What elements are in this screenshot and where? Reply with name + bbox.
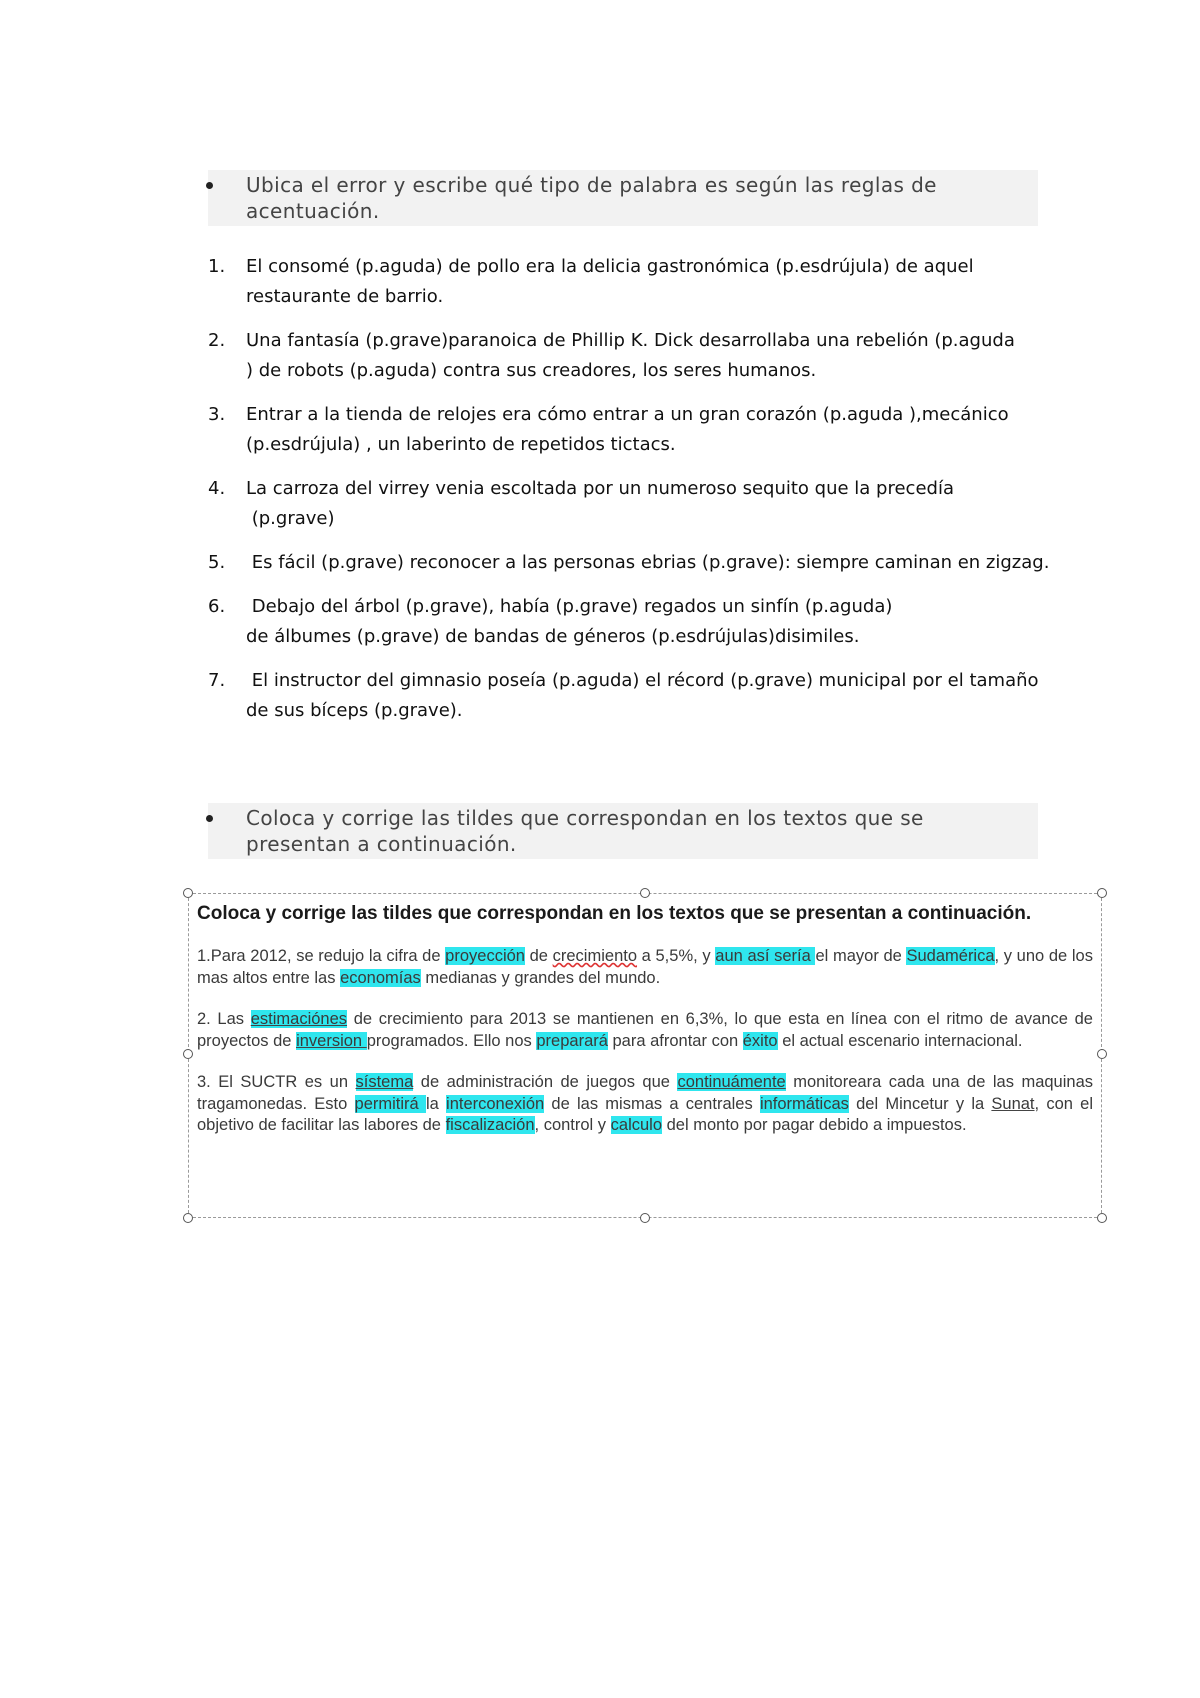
text-run: de crecimiento para 2013 se mantienen en 6,3%, lo que esta en línea con el ritmo de avance de proyectos de <box>197 1010 1093 1050</box>
item-text: Debajo del árbol (p.grave), había (p.grave) regados un sinfín (p.aguda) <box>246 596 893 617</box>
section1-heading-line1: Ubica el error y escribe qué tipo de palabra es según las reglas de <box>246 173 937 197</box>
list-item <box>208 666 1048 726</box>
item-text: El instructor del gimnasio poseía (p.aguda) el récord (p.grave) municipal por el tamaño <box>246 670 1039 691</box>
highlighted-word: interconexión <box>446 1094 545 1113</box>
resize-handle-middle-right[interactable] <box>1097 1049 1107 1059</box>
item-text: (p.esdrújula) , un laberinto de repetidos tictacs. <box>246 434 676 455</box>
highlighted-word: permitirá <box>354 1094 426 1113</box>
embedded-image[interactable] <box>188 893 1102 1218</box>
text-run: monitoreara cada una de las maquinas tragamonedas. Esto <box>197 1073 1093 1113</box>
item-text: El consomé (p.aguda) de pollo era la delicia gastronómica (p.esdrújula) de aquel <box>246 256 974 277</box>
item-number: 3. <box>208 404 226 425</box>
bullet-icon <box>206 182 213 189</box>
item-text: Entrar a la tienda de relojes era cómo entrar a un gran corazón (p.aguda ),mecánico <box>246 404 1009 425</box>
image-text <box>197 902 1093 1157</box>
text-run: para afrontar con <box>607 1031 743 1050</box>
item-number: 5. <box>208 552 226 573</box>
section2-heading <box>208 803 1038 859</box>
highlighted-word: estimaciónes <box>250 1010 348 1028</box>
list-item <box>208 548 1048 578</box>
underlined-word: crecimiento <box>552 947 638 965</box>
item-number: 4. <box>208 478 226 499</box>
text-run: , con el objetivo de facilitar las labores de <box>197 1094 1093 1134</box>
item-text: Es fácil (p.grave) reconocer a las personas ebrias (p.grave): siempre caminan en zigzag. <box>246 552 1050 573</box>
image-paragraph-1 <box>197 946 1093 989</box>
item-number: 7. <box>208 670 226 691</box>
item-text: restaurante de barrio. <box>246 286 444 307</box>
highlighted-word: economías <box>340 968 421 987</box>
section1-heading <box>208 170 1038 226</box>
text-run: 1.Para 2012, se redujo la cifra de <box>197 947 446 965</box>
text-run: de las mismas a centrales <box>544 1094 760 1113</box>
section2-heading-line1: Coloca y corrige las tildes que correspondan en los textos que se <box>246 806 924 830</box>
text-run: a 5,5%, y <box>637 947 716 965</box>
text-run: de <box>524 947 553 965</box>
resize-handle-top-middle[interactable] <box>640 888 650 898</box>
bullet-icon <box>206 815 213 822</box>
text-run: , y uno de los mas altos entre las <box>197 947 1093 987</box>
resize-handle-top-left[interactable] <box>183 888 193 898</box>
text-run: medianas y grandes del mundo. <box>420 968 661 987</box>
text-run: 3. El SUCTR es un <box>197 1073 356 1091</box>
highlighted-word: aun así sería <box>715 947 816 965</box>
resize-handle-bottom-right[interactable] <box>1097 1213 1107 1223</box>
item-text: (p.grave) <box>246 508 335 529</box>
text-run: del monto por pagar debido a impuestos. <box>662 1116 967 1134</box>
highlighted-word: calculo <box>610 1116 663 1134</box>
item-text: de sus bíceps (p.grave). <box>246 700 463 721</box>
image-title: Coloca y corrige las tildes que correspondan en los textos que se presentan a continuación. <box>197 903 1032 924</box>
text-run: el mayor de <box>815 947 907 965</box>
text-run: del Mincetur y la <box>848 1094 992 1113</box>
resize-handle-bottom-left[interactable] <box>183 1213 193 1223</box>
list-item <box>208 252 1048 312</box>
item-number: 1. <box>208 256 226 277</box>
text-run: programados. Ello nos <box>366 1031 537 1050</box>
highlighted-word: informáticas <box>759 1094 849 1113</box>
highlighted-word: fiscalización <box>445 1116 535 1134</box>
list-item <box>208 400 1048 460</box>
exercise-list <box>208 252 1048 740</box>
item-text: de álbumes (p.grave) de bandas de géneros (p.esdrújulas)disimiles. <box>246 626 860 647</box>
image-paragraph-2 <box>197 1009 1093 1052</box>
resize-handle-bottom-middle[interactable] <box>640 1213 650 1223</box>
highlighted-word: inversion <box>296 1031 367 1050</box>
list-item <box>208 592 1048 652</box>
item-text: Una fantasía (p.grave)paranoica de Phillip K. Dick desarrollaba una rebelión (p.aguda <box>246 330 1015 351</box>
text-run: la <box>425 1094 447 1113</box>
resize-handle-middle-left[interactable] <box>183 1049 193 1059</box>
list-item <box>208 474 1048 534</box>
image-paragraph-3 <box>197 1072 1093 1137</box>
highlighted-word: proyección <box>445 947 525 965</box>
underlined-word: Sunat <box>991 1094 1035 1113</box>
resize-handle-top-right[interactable] <box>1097 888 1107 898</box>
text-run: , control y <box>534 1116 611 1134</box>
item-text: La carroza del virrey venia escoltada por un numeroso sequito que la precedía <box>246 478 954 499</box>
section1-heading-line2: acentuación. <box>246 199 380 223</box>
highlighted-word: éxito <box>742 1031 778 1050</box>
section2-heading-line2: presentan a continuación. <box>246 832 517 856</box>
highlighted-word: preparará <box>536 1031 608 1050</box>
item-number: 6. <box>208 596 226 617</box>
item-text: ) de robots (p.aguda) contra sus creadores, los seres humanos. <box>246 360 817 381</box>
highlighted-word: sístema <box>355 1073 414 1091</box>
highlighted-word: Sudamérica <box>906 947 995 965</box>
list-item <box>208 326 1048 386</box>
item-number: 2. <box>208 330 226 351</box>
text-run: 2. Las <box>197 1010 251 1028</box>
highlighted-word: continuámente <box>677 1073 786 1091</box>
text-run: de administración de juegos que <box>413 1073 678 1091</box>
text-run: el actual escenario internacional. <box>777 1031 1023 1050</box>
